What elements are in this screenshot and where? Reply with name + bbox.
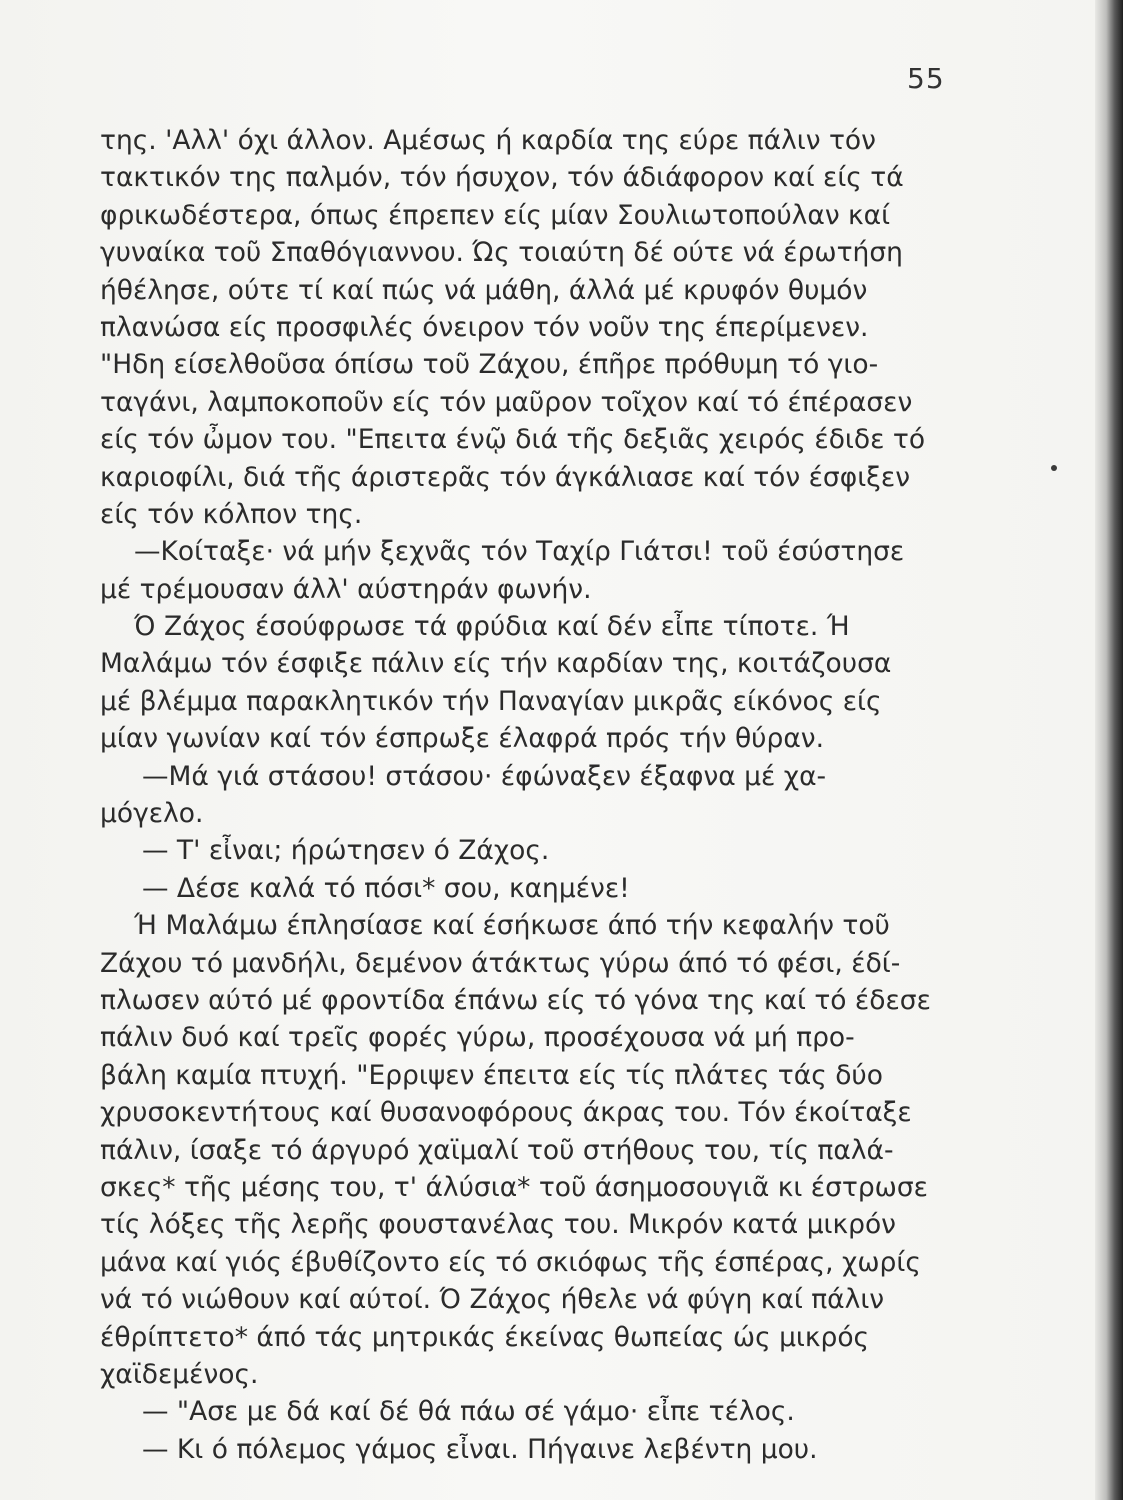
text-line: μάνα καί γιός έβυθίζοντο είς τό σκιόφως τῆς έσπέρας, χωρίς [100, 1246, 921, 1278]
text-line: Μαλάμω τόν έσφιξε πάλιν είς τήν καρδίαν της, κοιτάζουσα [100, 648, 892, 680]
book-spine-edge [1095, 0, 1123, 1500]
dialogue-line: — Τ' εἶναι; ήρώτησεν ό Ζάχος. [142, 835, 550, 867]
dialogue-line: — Δέσε καλά τό πόσι* σου, καημένε! [142, 872, 630, 904]
paragraph-start-line: Ή Μαλάμω έπλησίασε καί έσήκωσε άπό τήν κεφαλήν τοῦ [134, 910, 890, 942]
page-number: 55 [907, 62, 945, 95]
text-line: πάλιν δυό καί τρεῖς φορές γύρω, προσέχουσα νά μή προ- [100, 1022, 855, 1054]
dialogue-line: — "Ασε με δά καί δέ θά πάω σέ γάμο· εἶπε τέλος. [142, 1396, 795, 1428]
text-line: έθρίπτετο* άπό τάς μητρικάς έκείνας θωπείας ώς μικρός [100, 1321, 870, 1353]
text-line: πλωσεν αύτό μέ φροντίδα έπάνω είς τό γόνα της καί τό έδεσε [100, 984, 931, 1016]
text-line: πλανώσα είς προσφιλές όνειρον τόν νοῦν της έπερίμενεν. [100, 311, 869, 343]
text-line: χαϊδεμένος. [100, 1358, 259, 1390]
text-line: φρικωδέστερα, όπως έπρεπεν είς μίαν Σουλιωτοπούλαν καί [100, 199, 891, 231]
text-line: γυναίκα τοῦ Σπαθόγιαννου. Ώς τοιαύτη δέ ούτε νά έρωτήση [100, 237, 903, 269]
text-line: βάλη καμία πτυχή. "Ερριψεν έπειτα είς τίς πλάτες τάς δύο [100, 1059, 883, 1091]
text-line: πάλιν, ίσαξε τό άργυρό χαϊμαλί τοῦ στήθους του, τίς παλά- [100, 1134, 894, 1166]
text-line: "Ηδη είσελθοῦσα όπίσω τοῦ Ζάχου, έπῆρε πρόθυμη τό γιο- [100, 349, 879, 381]
text-line: μίαν γωνίαν καί τόν έσπρωξε έλαφρά πρός τήν θύραν. [100, 723, 825, 755]
text-line: ταγάνι, λαμποκοποῦν είς τόν μαῦρον τοῖχον καί τό έπέρασεν [100, 386, 913, 418]
dialogue-line: — Κι ό πόλεμος γάμος εἶναι. Πήγαινε λεβέντη μου. [142, 1433, 818, 1465]
text-line: είς τόν κόλπον της. [100, 498, 363, 530]
text-line: ήθέλησε, ούτε τί καί πώς νά μάθη, άλλά μέ κρυφόν θυμόν [100, 274, 868, 306]
text-line: χρυσοκεντήτους καί θυσανοφόρους άκρας του. Τόν έκοίταξε [100, 1097, 912, 1129]
body-text [100, 122, 960, 1468]
text-line: μέ βλέμμα παρακλητικόν τήν Παναγίαν μικρᾶς είκόνος είς [100, 685, 882, 717]
text-line: τίς λόξες τῆς λερῆς φουστανέλας του. Μικρόν κατά μικρόν [100, 1209, 896, 1241]
margin-dot [1051, 465, 1057, 471]
text-line: Ζάχου τό μανδήλι, δεμένον άτάκτως γύρω άπό τό φέσι, έδί- [100, 947, 901, 979]
text-line: μόγελο. [100, 798, 204, 830]
text-line: σκες* τῆς μέσης του, τ' άλύσια* τοῦ άσημοσουγιᾶ κι έστρωσε [100, 1171, 928, 1203]
text-line: νά τό νιώθουν καί αύτοί. Ό Ζάχος ήθελε νά φύγη καί πάλιν [100, 1284, 885, 1316]
text-line: μέ τρέμουσαν άλλ' αύστηράν φωνήν. [100, 573, 592, 605]
dialogue-line: —Κοίταξε· νά μήν ξεχνᾶς τόν Ταχίρ Γιάτσι! τοῦ έσύστησε [134, 536, 905, 568]
dialogue-line: —Μά γιά στάσου! στάσου· έφώναξεν έξαφνα μέ χα- [142, 760, 827, 792]
paragraph-start-line: Ό Ζάχος έσούφρωσε τά φρύδια καί δέν εἶπε τίποτε. Ή [134, 611, 850, 643]
text-line: της. 'Αλλ' όχι άλλον. Αμέσως ή καρδία της εύρε πάλιν τόν [100, 125, 876, 156]
text-line: καριοφίλι, διά τῆς άριστερᾶς τόν άγκάλιασε καί τόν έσφιξεν [100, 461, 911, 493]
text-line: είς τόν ὦμον του. "Επειτα ένῷ διά τῆς δεξιᾶς χειρός έδιδε τό [100, 424, 926, 456]
text-line: τακτικόν της παλμόν, τόν ήσυχον, τόν άδιάφορον καί είς τά [100, 162, 904, 194]
